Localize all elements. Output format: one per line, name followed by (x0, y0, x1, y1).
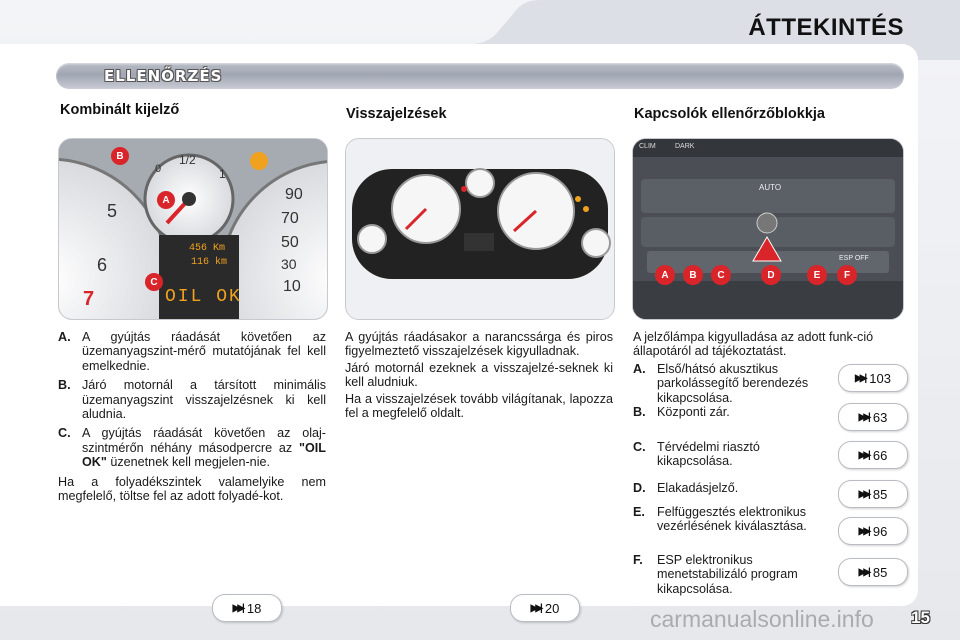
ref-page: 85 (872, 564, 888, 580)
item-text (82, 426, 326, 469)
item-text-before: A gyújtás ráadását követően az olaj-szintmérőn néhány másodpercre az (82, 426, 326, 455)
switch-panel-image (632, 138, 904, 320)
col1-item-b (58, 378, 326, 421)
ref-link-85[interactable] (838, 480, 908, 508)
col1-item-c (58, 426, 326, 469)
item-label: D. (633, 481, 646, 495)
col3-item-f (633, 553, 833, 596)
fast-forward-icon: ▶▶| (232, 602, 242, 614)
col1-item-a (58, 330, 326, 373)
col3-title: Kapcsolók ellenőrzőblokkja (634, 106, 825, 122)
fast-forward-icon: ▶▶| (855, 372, 865, 384)
item-text-after: üzenetnek kell megjelen-nie. (106, 455, 270, 470)
ref-page: 20 (544, 600, 560, 616)
odometer-total: 456 Km (189, 243, 226, 254)
col2-paragraph-3: Ha a visszajelzések tovább világítanak, lapozza fel a megfelelő oldalt. (345, 391, 613, 421)
col3-item-d (633, 481, 833, 495)
badge-a: A (655, 265, 675, 285)
item-text: Felfüggesztés elektronikus vezérlésének kiválasztása. (657, 505, 807, 534)
item-label: C. (58, 426, 71, 441)
item-label: C. (633, 440, 646, 454)
page-number: 15 (911, 608, 930, 627)
combined-display-image (58, 138, 328, 320)
item-label: B. (58, 378, 71, 393)
col1-paragraph: Ha a folyadékszintek valamelyike nem megfelelő, töltse fel az adott folyadé-kot. (58, 474, 326, 504)
item-label: A. (58, 330, 71, 344)
item-text: Járó motornál a társított minimális üzemanyagszint visszajelzésnek ki kell aludnia. (82, 378, 326, 422)
badge-b: B (111, 147, 129, 165)
item-text: Központi zár. (657, 405, 730, 419)
fast-forward-icon: ▶▶| (858, 411, 868, 423)
col2-paragraph-2: Járó motornál ezeknek a visszajelzé-seknek ki kell aludniuk. (345, 360, 613, 390)
ref-link-20[interactable] (510, 594, 580, 622)
badge-c: C (145, 273, 163, 291)
item-text: ESP elektronikus menetstabilizáló program kikapcsolása. (657, 553, 798, 596)
svg-text:50: 50 (281, 234, 299, 251)
ref-link-66[interactable] (838, 441, 908, 469)
col2-text (345, 330, 613, 420)
col3-intro: A jelzőlámpa kigyulladása az adott funk-ció állapotáról ad tájékoztatást. (633, 330, 874, 359)
item-label: F. (633, 553, 643, 567)
clim-label: CLIM (639, 143, 656, 150)
svg-text:10: 10 (283, 278, 301, 295)
oil-ok-emphasis: "OIL OK" (82, 440, 326, 470)
col3-item-b (633, 405, 833, 419)
warning-lights-image (345, 138, 615, 320)
badge-d: D (761, 265, 781, 285)
section-title: ELLENŐRZÉS (104, 67, 223, 85)
page-title: ÁTTEKINTÉS (748, 14, 904, 41)
fast-forward-icon: ▶▶| (858, 449, 868, 461)
dark-label: DARK (675, 143, 695, 150)
gauge-one-label: 1 (219, 167, 226, 181)
ref-page: 66 (872, 447, 888, 463)
fast-forward-icon: ▶▶| (858, 525, 868, 537)
badge-e: E (807, 265, 827, 285)
auto-label: AUTO (759, 183, 782, 192)
item-label: A. (633, 362, 646, 376)
item-label: B. (633, 405, 646, 419)
col3-item-e (633, 505, 833, 534)
badge-f: F (837, 265, 857, 285)
col3-item-c (633, 440, 833, 469)
ref-link-96[interactable] (838, 517, 908, 545)
ref-link-103[interactable] (838, 364, 908, 392)
svg-text:30: 30 (281, 256, 297, 272)
odometer-trip: 116 km (191, 257, 228, 268)
ref-page: 103 (869, 370, 891, 386)
fast-forward-icon: ▶▶| (858, 488, 868, 500)
item-label: E. (633, 505, 645, 519)
svg-text:6: 6 (97, 255, 108, 275)
svg-text:70: 70 (281, 210, 299, 227)
badge-b: B (683, 265, 703, 285)
gauge-zero-label: 0 (155, 163, 162, 175)
ref-link-18[interactable] (212, 594, 282, 622)
svg-text:90: 90 (285, 186, 303, 203)
col3-item-a (633, 362, 833, 405)
col2-paragraph-1: A gyújtás ráadásakor a narancssárga és piros figyelmeztető visszajelzések kigyulladnak. (345, 330, 613, 359)
ref-page: 85 (872, 486, 888, 502)
col1-title: Kombinált kijelző (60, 102, 180, 118)
item-text: Első/hátsó akusztikus parkolássegítő berendezés kikapcsolása. (657, 362, 809, 405)
item-text: Elakadásjelző. (657, 481, 739, 495)
watermark: carmanualsonline.info (650, 606, 874, 632)
svg-text:7: 7 (83, 288, 95, 310)
esp-label: ESP OFF (839, 255, 869, 262)
col2-title: Visszajelzések (346, 106, 447, 122)
ref-link-63[interactable] (838, 403, 908, 431)
ref-page: 63 (872, 409, 888, 425)
ref-link-85-esp[interactable] (838, 558, 908, 586)
oil-ok-display: OIL OK (165, 287, 242, 307)
svg-text:5: 5 (107, 201, 118, 221)
fast-forward-icon: ▶▶| (858, 566, 868, 578)
fast-forward-icon: ▶▶| (530, 602, 540, 614)
ref-page: 96 (872, 523, 888, 539)
badge-c: C (711, 265, 731, 285)
ref-page: 18 (246, 600, 262, 616)
item-text: Térvédelmi riasztó kikapcsolása. (657, 440, 760, 469)
badge-a: A (157, 191, 175, 209)
item-text: A gyújtás ráadását követően az üzemanyagszint-mérő mutatójának fel kell emelkednie. (82, 330, 326, 373)
gauge-half-label: 1/2 (179, 153, 196, 167)
col1-text (58, 330, 326, 503)
